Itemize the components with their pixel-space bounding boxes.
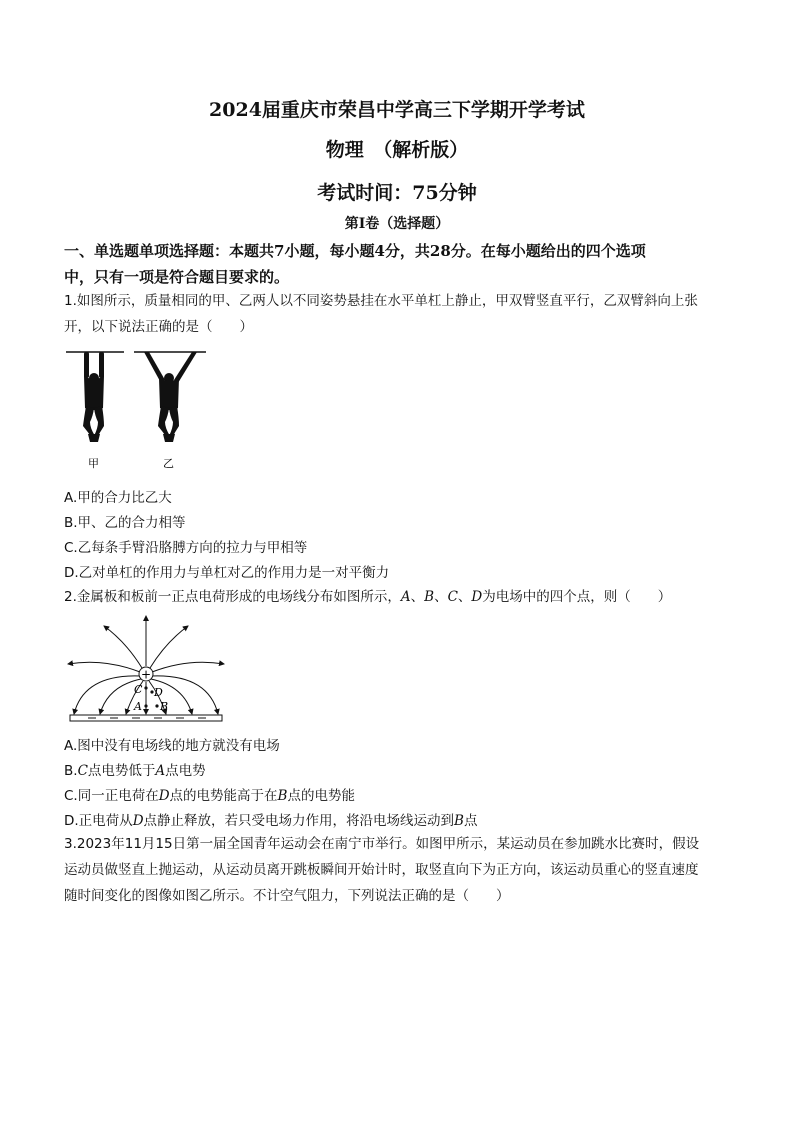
label-yi: 乙 [163,457,174,470]
label-jia: 甲 [88,457,99,470]
point-c-dot [144,686,147,689]
option-d-var-1: D [132,813,144,829]
question-3-line-1: 3.2023年11月15日第一届全国青年运动会在南宁市举行。如图甲所示，某运动员在参加跳水比赛时，假设 [64,836,700,852]
option-c-suffix: 点的电势能 [287,788,355,804]
option-d-prefix: D.正电荷从 [64,813,133,829]
option-d-mid: 点静止释放，若只受电场力作用，将沿电场线运动到 [143,813,455,829]
option-b-var-2: A [155,763,166,779]
option-d-suffix: 点 [463,813,478,829]
label-d: D [154,686,163,699]
field-lines [68,616,224,714]
var-d: D [471,589,483,605]
option-b-var-1: C [77,763,88,779]
option-c-prefix: C.同一正电荷在 [64,788,159,804]
var-b: B [424,589,435,605]
question-1-line-2: 开，以下说法正确的是（ ） [64,319,253,335]
question-2-option-d[interactable] [64,809,477,829]
question-1-option-c[interactable]: C.乙每条手臂沿胳膊方向的拉力与甲相等 [64,540,308,556]
subject-title: 物理 （解析版） [325,139,469,161]
option-c-mid: 点的电势能高于在 [169,788,278,804]
question-3-line-2: 运动员做竖直上抛运动，从运动员离开跳板瞬间开始计时，取竖直向下为正方向，该运动员重心的竖直速度 [64,862,699,878]
point-b-dot [155,704,158,707]
question-1-option-b[interactable]: B.甲、乙的合力相等 [64,515,186,531]
question-2-electric-field-figure [64,612,229,727]
label-a: A [134,700,142,713]
question-2-stem: 2.金属板和板前一正点电荷形成的电场线分布如图所示，A、B、C、D为电场中的四个点，则（ ） [64,589,672,605]
question-2-text-post: 为电场中的四个点，则（ ） [482,589,672,605]
person-jia-figure [83,352,104,442]
section-line-1: 一、单选题单项选择题：本题共7小题，每小题4分，共28分。在每小题给出的四个选项 [64,242,646,260]
var-a: A [400,589,411,605]
plus-sign: + [140,667,152,682]
person-yi-figure [144,352,197,442]
label-b: B [160,700,169,713]
question-1-option-a[interactable]: A.甲的合力比乙大 [64,490,172,506]
question-2-option-a[interactable]: A.图中没有电场线的地方就没有电场 [64,738,280,754]
question-1-figure [64,346,214,474]
label-c: C [134,683,143,696]
section-instructions [64,238,736,290]
question-2-option-b[interactable] [64,759,206,779]
question-3-line-3: 随时间变化的图像如图乙所示。不计空气阻力，下列说法正确的是（ ） [64,888,510,904]
point-a-dot [144,704,147,707]
exam-title: 2024届重庆市荣昌中学高三下学期开学考试 [209,99,585,121]
option-b-prefix: B. [64,763,78,779]
part-title: 第Ⅰ卷（选择题） [344,216,450,232]
question-1-option-d[interactable]: D.乙对单杠的作用力与单杠对乙的作用力是一对平衡力 [64,565,390,581]
exam-time: 考试时间：75分钟 [317,182,477,204]
option-d-var-2: B [454,813,464,829]
question-2-text-pre: 2.金属板和板前一正点电荷形成的电场线分布如图所示， [64,589,401,605]
question-3-stem [64,831,736,909]
section-line-2: 中，只有一项是符合题目要求的。 [64,268,290,286]
option-c-var-2: B [277,788,288,804]
var-c: C [447,589,458,605]
option-b-mid: 点电势低于 [87,763,156,779]
option-b-suffix: 点电势 [165,763,206,779]
question-2-option-c[interactable] [64,784,355,804]
question-1-line-1: 1.如图所示，质量相同的甲、乙两人以不同姿势悬挂在水平单杠上静止，甲双臂竖直平行，乙双臂斜向上张 [64,293,698,309]
question-1-stem [64,288,736,340]
option-c-var-1: D [158,788,170,804]
